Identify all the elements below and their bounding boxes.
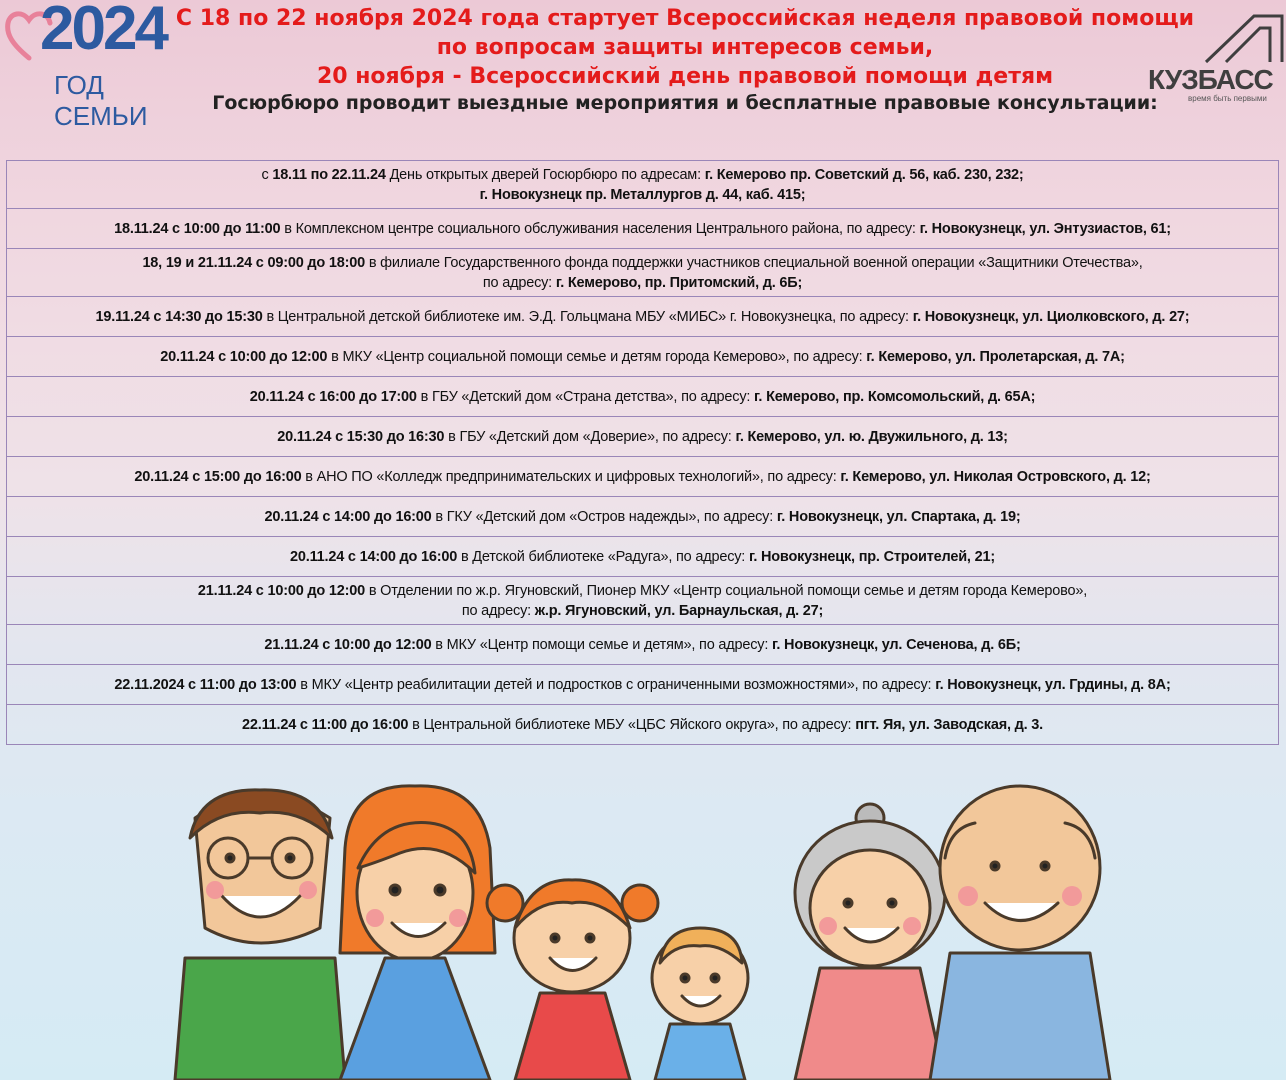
table-row xyxy=(7,337,1279,377)
event-cell: 20.11.24 с 14:00 до 16:00 в Детской библиотеке «Радуга», по адресу: г. Новокузнецк, пр. Строителей, 21; xyxy=(7,537,1279,577)
girl-figure xyxy=(487,880,658,1080)
headline-line-2: по вопросам защиты интересов семьи, xyxy=(436,35,934,60)
event-cell: 20.11.24 с 10:00 до 12:00 в МКУ «Центр социальной помощи семье и детям города Кемерово», по адресу: г. Кемерово, ул. Пролетарская, д. 7А; xyxy=(7,337,1279,377)
events-table xyxy=(6,160,1279,745)
boy-figure xyxy=(652,928,748,1080)
event-cell: 20.11.24 с 14:00 до 16:00 в ГКУ «Детский дом «Остров надежды», по адресу: г. Новокузнецк, ул. Спартака, д. 19; xyxy=(7,497,1279,537)
logo-brand: КУЗБАСС xyxy=(1148,64,1273,95)
mother-figure xyxy=(340,786,495,1080)
headline-line-1: С 18 по 22 ноября 2024 года стартует Всероссийская неделя правовой помощи xyxy=(175,6,1195,31)
event-cell: 19.11.24 с 14:30 до 15:30 в Центральной детской библиотеке им. Э.Д. Гольцмана МБУ «МИБС» г. Новокузнецка, по адресу: г. Новокузнецк, ул. Циолковского, д. 27; xyxy=(7,297,1279,337)
logo-tagline: время быть первыми xyxy=(1188,94,1267,103)
event-cell: 18.11.24 с 10:00 до 11:00 в Комплексном центре социального обслуживания населения Центрального района, по адресу: г. Новокузнецк, ул. Энтузиастов, 61; xyxy=(7,209,1279,249)
event-cell: 22.11.2024 с 11:00 до 13:00 в МКУ «Центр реабилитации детей и подростков с ограниченными возможностями», по адресу: г. Новокузнецк, ул. Грдины, д. 8А; xyxy=(7,665,1279,705)
event-cell: 22.11.24 с 11:00 до 16:00 в Центральной библиотеке МБУ «ЦБС Яйского округа», по адресу: пгт. Яя, ул. Заводская, д. 3. xyxy=(7,705,1279,745)
logo-year: 2024 xyxy=(40,0,166,63)
table-row xyxy=(7,577,1279,625)
table-row xyxy=(7,297,1279,337)
grandmother-figure xyxy=(795,804,945,1080)
table-row xyxy=(7,249,1279,297)
table-row xyxy=(7,497,1279,537)
event-cell: 21.11.24 с 10:00 до 12:00 в МКУ «Центр помощи семье и детям», по адресу: г. Новокузнецк, ул. Сеченова, д. 6Б; xyxy=(7,625,1279,665)
event-cell: 20.11.24 с 15:30 до 16:30 в ГБУ «Детский дом «Доверие», по адресу: г. Кемерово, ул. ю. Двужильного, д. 13; xyxy=(7,417,1279,457)
grandfather-figure xyxy=(930,786,1110,1080)
table-row xyxy=(7,377,1279,417)
year-of-family-logo xyxy=(4,0,166,131)
headline-line-4: Госюрбюро проводит выездные мероприятия и бесплатные правовые консультации: xyxy=(212,92,1158,114)
event-cell: 20.11.24 с 16:00 до 17:00 в ГБУ «Детский дом «Страна детства», по адресу: г. Кемерово, пр. Комсомольский, д. 65А; xyxy=(7,377,1279,417)
event-cell: 20.11.24 с 15:00 до 16:00 в АНО ПО «Колледж предпринимательских и цифровых технологий», по адресу: г. Кемерово, ул. Николая Островского, д. 12; xyxy=(7,457,1279,497)
logo-subtitle: ГОД СЕМЬИ xyxy=(54,70,148,131)
table-row xyxy=(7,537,1279,577)
event-cell: с 18.11 по 22.11.24 День открытых дверей Госюрбюро по адресам: г. Кемерово пр. Советский д. 56, каб. 230, 232; г. Новокузнецк пр. Металлургов д. 44, каб. 415; xyxy=(7,161,1279,209)
table-row xyxy=(7,161,1279,209)
table-row xyxy=(7,457,1279,497)
headline xyxy=(170,4,1200,115)
event-cell: 18, 19 и 21.11.24 с 09:00 до 18:00 в филиале Государственного фонда поддержки участников специальной военной операции «Защитники Отечества», по адресу: г. Кемерово, пр. Притомский, д. 6Б; xyxy=(7,249,1279,297)
event-cell: 21.11.24 с 10:00 до 12:00 в Отделении по ж.р. Ягуновский, Пионер МКУ «Центр социальной помощи семье и детям города Кемерово», по адресу: ж.р. Ягуновский, ул. Барнаульская, д. 27; xyxy=(7,577,1279,625)
table-row xyxy=(7,625,1279,665)
father-figure xyxy=(175,790,345,1080)
table-row xyxy=(7,209,1279,249)
table-row xyxy=(7,665,1279,705)
table-row xyxy=(7,705,1279,745)
kuzbass-mark-icon xyxy=(1204,14,1284,64)
table-row xyxy=(7,417,1279,457)
family-illustration xyxy=(0,778,1286,1080)
headline-line-3: 20 ноября - Всероссийский день правовой помощи детям xyxy=(316,64,1054,89)
